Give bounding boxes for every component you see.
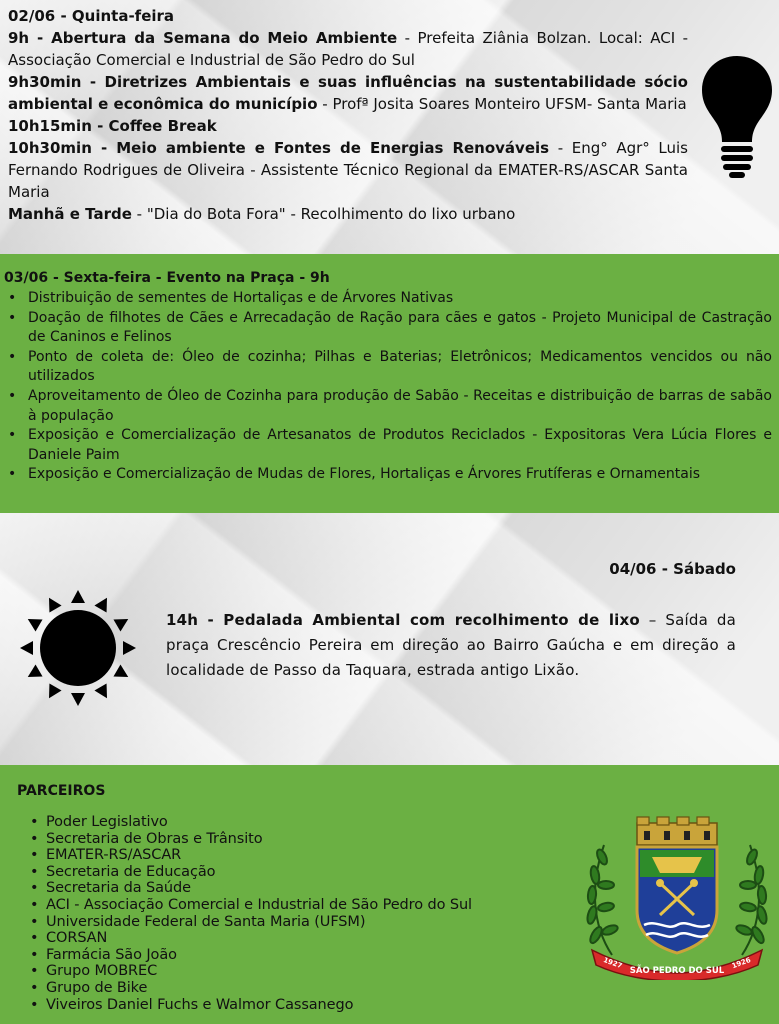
day1-section: [0, 0, 779, 254]
list-item: • Secretaria da Saúde: [46, 880, 472, 897]
day1-text: [8, 5, 688, 225]
day3-text: 14h - Pedalada Ambiental com recolhimento de lixo – Saída da praça Crescêncio Pereira em direção ao Bairro Gaúcha e em direção a localidade de Passo da Taquara, estrada antigo Lixão.: [166, 611, 737, 679]
list-item: • Grupo de Bike: [46, 980, 472, 997]
list-item: • Aproveitamento de Óleo de Cozinha para produção de Sabão - Receitas e distribuição de barras de sabão à população: [28, 387, 772, 426]
list-item: • Distribuição de sementes de Hortaliças e de Árvores Nativas: [28, 289, 772, 309]
list-item: • CORSAN: [46, 930, 472, 947]
day1-heading: 02/06 - Quinta-feira: [8, 7, 175, 25]
list-item: • Grupo MOBREC: [46, 963, 472, 980]
list-item: • ACI - Associação Comercial e Industrial de São Pedro do Sul: [46, 897, 472, 914]
day1-item: 9h - Abertura da Semana do Meio Ambiente - Prefeita Ziânia Bolzan. Local: ACI - Associação Comercial e Industrial de São Pedro do Sul: [8, 29, 688, 69]
list-item: • EMATER-RS/ASCAR: [46, 847, 472, 864]
list-item: • Universidade Federal de Santa Maria (UFSM): [46, 914, 472, 931]
day3-heading: 04/06 - Sábado: [609, 560, 736, 578]
day3-section: [0, 513, 779, 765]
list-item: • Secretaria de Obras e Trânsito: [46, 831, 472, 848]
sun-icon: [18, 588, 138, 708]
day2-list: [28, 289, 772, 485]
svg-text:1927: 1927: [602, 956, 624, 971]
day1-item: Manhã e Tarde - "Dia do Bota Fora" - Recolhimento do lixo urbano: [8, 205, 516, 223]
lightbulb-icon: [700, 54, 774, 180]
day2-heading: 03/06 - Sexta-feira - Evento na Praça - 9h: [4, 270, 330, 286]
partners-heading: PARCEIROS: [17, 783, 106, 799]
list-item: • Farmácia São João: [46, 947, 472, 964]
day1-item: 10h30min - Meio ambiente e Fontes de Energias Renováveis - Eng° Agr° Luis Fernando Rodrigues de Oliveira - Assistente Técnico Regional da EMATER-RS/ASCAR Santa Maria: [8, 139, 688, 201]
list-item: • Exposição e Comercialização de Mudas de Flores, Hortaliças e Árvores Frutíferas e Ornamentais: [28, 465, 772, 485]
list-item: • Viveiros Daniel Fuchs e Walmor Cassanego: [46, 997, 472, 1014]
list-item: • Poder Legislativo: [46, 814, 472, 831]
list-item: • Ponto de coleta de: Óleo de cozinha; Pilhas e Baterias; Eletrônicos; Medicamentos vencidos ou não utilizados: [28, 348, 772, 387]
list-item: • Exposição e Comercialização de Artesanatos de Produtos Reciclados - Expositoras Vera Lúcia Flores e Daniele Paim: [28, 426, 772, 465]
partners-list: [46, 814, 472, 1013]
svg-text:1926: 1926: [730, 956, 752, 971]
day1-item: 9h30min - Diretrizes Ambientais e suas influências na sustentabilidade sócio ambiental e econômica do município - Profª Josita Soares Monteiro UFSM- Santa Maria: [8, 73, 688, 113]
svg-text:SÃO PEDRO DO SUL: SÃO PEDRO DO SUL: [629, 966, 725, 976]
list-item: • Secretaria de Educação: [46, 864, 472, 881]
day1-item: 10h15min - Coffee Break: [8, 117, 217, 135]
day2-section: [0, 254, 779, 513]
list-item: • Doação de filhotes de Cães e Arrecadação de Ração para cães e gatos - Projeto Municipal de Castração de Caninos e Felinos: [28, 309, 772, 348]
partners-section: [0, 765, 779, 1024]
municipal-crest-emblem: [582, 815, 772, 980]
